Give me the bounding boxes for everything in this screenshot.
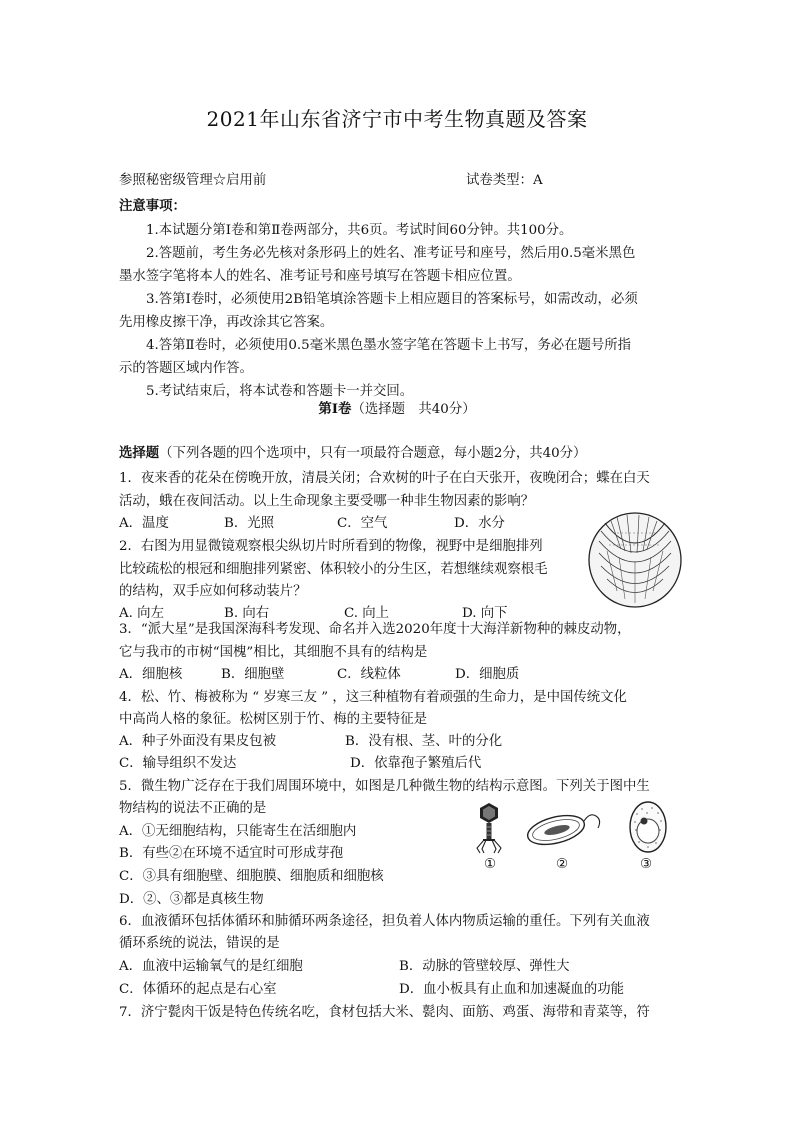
question-3-line: 3．“派大星”是我国深海科考发现、命名并入选2020年度十大海洋新物种的棘皮动物， [119, 622, 631, 637]
figure-label-3: ③ [640, 857, 653, 872]
notice-line: 2.答题前，考生务必先核对条形码上的姓名、准考证号和座号，然后用0.5毫米黑色 [146, 246, 636, 261]
choice-intro-rest: （下列各题的四个选项中，只有一项最符合题意，每小题2分，共40分） [159, 446, 587, 461]
option-d: D．依靠孢子繁殖后代 [350, 756, 482, 771]
question-1-line: 1．夜来香的花朵在傍晚开放，清晨关闭；合欢树的叶子在白天张开，夜晚闭合；蝶在白天 [119, 471, 650, 486]
figure-label-1: ① [484, 857, 497, 872]
question-5-option-b: B．有些②在环境不适宜时可形成芽孢 [119, 846, 344, 861]
option-c: C．体循环的起点是右心室 [119, 982, 277, 997]
notice-line: 墨水签字笔将本人的姓名、准考证号和座号填写在答题卡相应位置。 [119, 269, 521, 284]
notice-line: 3.答第Ⅰ卷时，必须使用2B铅笔填涂答题卡上相应题目的答案标号，如需改动，必须 [146, 292, 638, 307]
question-5-option-c: C．③具有细胞壁、细胞膜、细胞质和细胞核 [119, 869, 384, 884]
question-5-option-a: A．①无细胞结构，只能寄生在活细胞内 [119, 824, 357, 839]
notice-line: 先用橡皮擦干净，再改涂其它答案。 [119, 315, 334, 330]
question-2-line: 2．右图为用显微镜观察根尖纵切片时所看到的物像，视野中是细胞排列 [119, 539, 543, 554]
option-b: B．没有根、茎、叶的分化 [345, 734, 503, 749]
question-1-line: 活动，蛾在夜间活动。以上生命现象主要受哪一种非生物因素的影响？ [119, 494, 535, 509]
option-a: A．种子外面没有果皮包被 [119, 734, 276, 749]
option-d: D．血小板具有止血和加速凝血的功能 [399, 982, 624, 997]
root-tip-micrograph [587, 511, 683, 609]
question-4-line: 4．松、竹、梅被称为 “ 岁寒三友 ” ，这三种植物有着顽强的生命力，是中国传统文化 [119, 690, 627, 705]
notice-line: 1.本试题分第Ⅰ卷和第Ⅱ卷两部分，共6页。考试时间60分钟。共100分。 [146, 223, 573, 238]
option-b: B．动脉的管壁较厚、弹性大 [399, 959, 570, 974]
section-title [0, 401, 794, 418]
choice-intro-bold: 选择题 [119, 445, 160, 461]
notice-heading: 注意事项： [119, 198, 186, 214]
question-4-line: 中高尚人格的象征。松树区别于竹、梅的主要特征是 [119, 712, 427, 727]
fungal-cell-illustration [628, 800, 668, 854]
option-b: B．光照 [224, 516, 275, 531]
question-6-line: 6．血液循环包括体循环和肺循环两条途径，担负着人体内物质运输的重任。下列有关血液 [119, 914, 650, 929]
virus-illustration [474, 802, 504, 854]
question-3-line: 它与我市的市树“国槐”相比，其细胞不具有的结构是 [119, 645, 428, 660]
option-b: B. 向右 [224, 606, 270, 621]
option-a: A．温度 [119, 516, 169, 531]
option-c: C．输导组织不发达 [119, 756, 237, 771]
option-a: A. 向左 [119, 606, 164, 621]
option-d: D. 向下 [462, 606, 508, 621]
option-d: D．水分 [454, 516, 505, 531]
choice-intro [119, 445, 586, 462]
question-5-option-d: D．②、③都是真核生物 [119, 892, 264, 907]
section-title-rest: （选择题 共40分） [351, 402, 476, 417]
question-2-line: 的结构，双手应如何移动装片？ [119, 584, 307, 599]
question-7-line: 7．济宁甏肉干饭是特色传统名吃，食材包括大米、甏肉、面筋、鸡蛋、海带和青菜等，符 [119, 1005, 650, 1020]
page-title: 2021年山东省济宁市中考生物真题及答案 [206, 107, 588, 131]
option-c: C．线粒体 [337, 667, 401, 682]
notice-line: 4.答第Ⅱ卷时，必须使用0.5毫米黑色墨水签字笔在答题卡上书写，务必在题号所指 [146, 338, 632, 353]
option-a: A．细胞核 [119, 667, 183, 682]
option-d: D．细胞质 [455, 667, 520, 682]
paper-type: 试卷类型：A [466, 173, 543, 188]
notice-line: 示的答题区域内作答。 [119, 361, 253, 376]
secret-level: 参照秘密级管理☆启用前 [119, 173, 267, 188]
figure-label-2: ② [556, 857, 569, 872]
bacterium-illustration [524, 808, 606, 848]
notice-line: 5.考试结束后，将本试卷和答题卡一并交回。 [146, 384, 414, 399]
question-2-line: 比较疏松的根冠和细胞排列紧密、体积较小的分生区，若想继续观察根毛 [119, 562, 548, 577]
option-c: C．空气 [337, 516, 388, 531]
section-title-bold: 第Ⅰ卷 [318, 401, 352, 417]
question-6-line: 循环系统的说法，错误的是 [119, 936, 280, 951]
option-b: B．细胞壁 [221, 667, 285, 682]
question-5-line: 物结构的说法不正确的是 [119, 801, 267, 816]
option-a: A．血液中运输氧气的是红细胞 [119, 959, 303, 974]
option-c: C. 向上 [344, 606, 390, 621]
question-5-line: 5．微生物广泛存在于我们周围环境中，如图是几种微生物的结构示意图。下列关于图中生 [119, 779, 650, 794]
